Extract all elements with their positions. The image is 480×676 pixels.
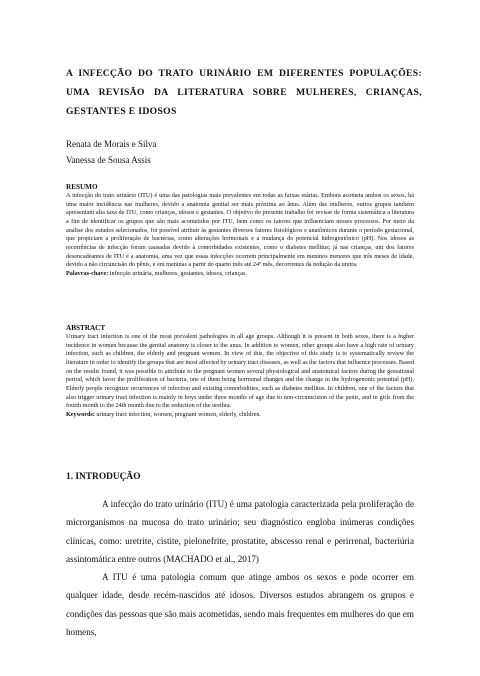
resumo-text: A infecção do trato urinário (ITU) é uma das patologias mais prevalentes em todas as faixas etárias. Embora acometa ambos os sexos, há uma maior incidência nas mulheres, devido a anatomia genital ser mais próxima ao ânus. Além das mulheres, outros grupos também apresentam alta taxa de ITU, como crianças, idosos e gestantes. O objetivo do presente trabalho foi revisar de forma sistemática a literatura a fim de identificar os grupos que são mais acometidos por ITU, bem como os fatores que influenciam nesses processos. Por meio da análise dos estudos selecionados, foi possível atribuir às gestantes diversos fatores fisiológicos e anatômicos durante o período gestacional, que propiciam a proliferação de bactérias, como alterações hormonais e a mudança do potencial hidrogeniônico (pH). Nos idosos as recorrências de infecção foram causadas devido à comorbidades existentes, como o diabetes mellitus; já nas crianças, um dos fatores desencadeantes de ITU é a anatomia, uma vez que essas infecções ocorrem principalmente em meninos menores que três meses de idade, devido a não circuncisão do pênis, e em meninas a partir do quarto mês até 24º mês, decorrentes da redução da uretra.	[66, 192, 414, 269]
resumo-heading: RESUMO	[66, 183, 98, 191]
abstract-keywords	[66, 411, 414, 420]
author-2: Vanessa de Sousa Assis	[66, 155, 151, 165]
section-heading-introducao: 1. INTRODUÇÃO	[66, 472, 141, 482]
paper-title: A INFECÇÃO DO TRATO URINÁRIO EM DIFERENTES POPULAÇÕES: UMA REVISÃO DA LITERATURA SOBRE MULHERES, CRIANÇAS, GESTANTES E IDOSOS	[66, 68, 422, 117]
abstract-heading: ABSTRACT	[66, 324, 106, 332]
abstract-keywords-text: urinary tract infection, women, pregnant women, elderly, children.	[96, 410, 261, 418]
abstract-section	[66, 333, 414, 420]
author-1: Renata de Morais e Silva	[66, 139, 157, 149]
intro-paragraph-1: A infecção do trato urinário (ITU) é uma patologia caracterizada pela proliferação de microrganismos na mucosa do trato urinário; seu diagnóstico engloba inúmeras condições clínicas, como: uretrite, cistite, pielonefrite, prostatite, abscesso renal e perirrenal, bacteriúria assintomática entre outros (MACHADO et al., 2017)	[66, 499, 414, 564]
abstract-keywords-label: Keywords:	[66, 410, 95, 418]
resumo-section	[66, 192, 414, 279]
resumo-keywords-text: infecção urinária, mulheres, gestantes, idosos, crianças.	[109, 269, 247, 277]
intro-paragraph-2: A ITU é uma patologia comum que atinge ambos os sexos e pode ocorrer em qualquer idade, desde recém-nascidos até idosos. Diversos estudos abrangem os grupos e condições das pessoas que são mais acometidas, sendo mais frequentes em mulheres do que em homens,	[66, 572, 414, 637]
resumo-keywords	[66, 270, 414, 279]
resumo-keywords-label: Palavras-chave:	[66, 269, 109, 277]
abstract-text: Urinary tract infection is one of the most prevalent pathologies in all age groups. Although it is present in both sexes, there is a higher incidence in women because the genital anatomy is closer to the anus. In addition to women, other groups also have a high rate of urinary infection, such as children, the elderly and pregnant women. In view of this, the objective of this study is to systematically review the literature in order to identify the groups that are most affected by urinary tract diseases, as well as the factors that influence processes. Based on the results found, it was possible to attribute to the pregnant women several physiological and anatomical factors during the gestational period, which favor the proliferation of bacteria, one of them being hormonal changes and the change in the hydrogenonic potential (pH). Elderly people recognize recurrences of infection and existing comorbidities, such as diabetes mellitus. In children, one of the factors that also trigger urinary tract infection is mainly in boys under three months of age due to non-circumcision of the penis, and in girls from the fourth month to the 24th month due to the reduction of the urethra.	[66, 333, 414, 410]
